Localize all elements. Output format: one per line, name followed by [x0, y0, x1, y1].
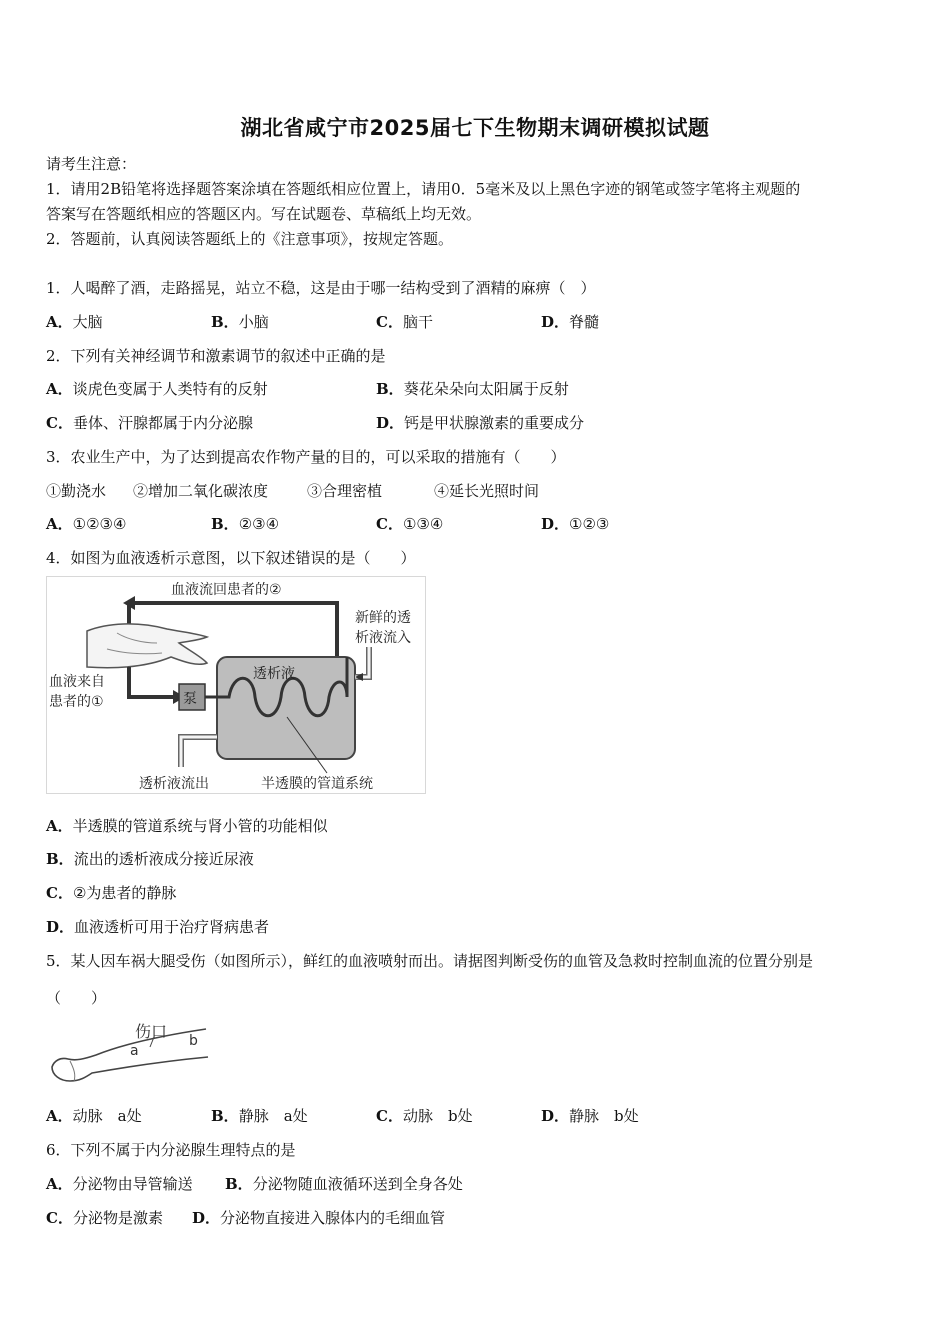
page-title: 湖北省咸宁市2025届七下生物期末调研模拟试题	[240, 116, 710, 140]
question-5-stem: 5．某人因车祸大腿受伤（如图所示），鲜红的血液喷射而出。请据图判断受伤的血管及急救时控制血流的位置分别是	[46, 952, 814, 970]
q1-option-c[interactable]	[376, 311, 433, 332]
q4-option-d[interactable]	[46, 916, 269, 937]
q3-measure: ③合理密植	[307, 482, 383, 500]
fresh-label: 新鲜的透	[355, 610, 411, 626]
leg-wound-diagram	[46, 1015, 216, 1090]
option-label: C．	[376, 1107, 403, 1125]
q1-option-d[interactable]	[541, 311, 599, 332]
point-b-label: b	[189, 1033, 198, 1049]
option-text: 小脑	[238, 313, 269, 331]
option-label: A．	[46, 515, 73, 533]
return-label: 血液流回患者的②	[171, 582, 282, 598]
q3-measure: ②增加二氧化碳浓度	[133, 482, 269, 500]
point-a-label: a	[130, 1043, 139, 1059]
option-label: A．	[46, 817, 73, 835]
notice-line: 2．答题前，认真阅读答题纸上的《注意事项》，按规定答题。	[46, 230, 454, 248]
q6-option-d[interactable]	[192, 1207, 445, 1228]
question-5-stem-cont: （ ）	[46, 989, 107, 1007]
option-label: B．	[225, 1175, 253, 1193]
option-label: B．	[211, 1107, 239, 1125]
q3-measure: ④延长光照时间	[434, 482, 540, 500]
q6-option-c[interactable]	[46, 1207, 163, 1228]
option-label: B．	[211, 313, 239, 331]
option-label: D．	[541, 1107, 570, 1125]
option-text: 血液透析可用于治疗肾病患者	[74, 918, 270, 936]
q5-option-c[interactable]	[376, 1105, 473, 1126]
option-label: C．	[46, 414, 73, 432]
option-text: 分泌物直接进入腺体内的毛细血管	[220, 1209, 446, 1227]
q2-option-b[interactable]	[376, 378, 569, 399]
q3-measure: ①勤浇水	[46, 482, 107, 500]
q2-option-a[interactable]	[46, 378, 268, 399]
from-patient-label: 患者的①	[49, 694, 104, 710]
option-label: A．	[46, 313, 73, 331]
option-label: C．	[376, 515, 403, 533]
option-text: 脊髓	[569, 313, 600, 331]
option-text: 钙是甲状腺激素的重要成分	[404, 414, 585, 432]
q5-option-a[interactable]	[46, 1105, 142, 1126]
q6-option-b[interactable]	[225, 1173, 463, 1194]
option-label: D．	[192, 1209, 221, 1227]
outflow-label: 透析液流出	[139, 776, 209, 792]
question-3-stem: 3．农业生产中，为了达到提高农作物产量的目的，可以采取的措施有（ ）	[46, 448, 566, 466]
option-label: D．	[46, 918, 75, 936]
option-label: C．	[46, 1209, 73, 1227]
q1-option-a[interactable]	[46, 311, 103, 332]
option-text: 葵花朵朵向太阳属于反射	[403, 380, 569, 398]
option-text: 静脉 a处	[238, 1107, 308, 1125]
option-label: A．	[46, 1107, 73, 1125]
question-2-stem: 2．下列有关神经调节和激素调节的叙述中正确的是	[46, 347, 386, 365]
option-text: 半透膜的管道系统与肾小管的功能相似	[72, 817, 328, 835]
q3-option-d[interactable]	[541, 513, 609, 534]
option-label: B．	[211, 515, 239, 533]
notice-line: 1．请用2B铅笔将选择题答案涂填在答题纸相应位置上，请用0．5毫米及以上黑色字迹的钢笔或签字笔将主观题的	[46, 180, 801, 198]
option-text: 分泌物是激素	[72, 1209, 163, 1227]
q4-option-b[interactable]	[46, 848, 254, 869]
option-label: C．	[46, 884, 73, 902]
q3-option-c[interactable]	[376, 513, 443, 534]
option-label: B．	[46, 850, 74, 868]
question-1-stem: 1．人喝醉了酒，走路摇晃，站立不稳，这是由于哪一结构受到了酒精的麻痹（ ）	[46, 279, 596, 297]
option-text: 分泌物由导管输送	[72, 1175, 193, 1193]
option-label: A．	[46, 1175, 73, 1193]
option-label: D．	[541, 313, 570, 331]
option-text: 分泌物随血液循环送到全身各处	[252, 1175, 463, 1193]
notice-line: 答案写在答题纸相应的答题区内。写在试题卷、草稿纸上均无效。	[46, 205, 482, 223]
option-text: ①②③	[569, 515, 610, 533]
option-label: A．	[46, 380, 73, 398]
option-text: ②③④	[238, 515, 280, 533]
q5-option-b[interactable]	[211, 1105, 308, 1126]
question-6-stem: 6．下列不属于内分泌腺生理特点的是	[46, 1141, 296, 1159]
option-text: 动脉 a处	[72, 1107, 142, 1125]
q5-option-d[interactable]	[541, 1105, 639, 1126]
q4-option-c[interactable]	[46, 882, 176, 903]
option-text: ①③④	[402, 515, 444, 533]
q2-option-c[interactable]	[46, 412, 253, 433]
option-text: ②为患者的静脉	[72, 884, 177, 902]
option-text: 脑干	[402, 313, 433, 331]
option-text: 大脑	[72, 313, 103, 331]
fresh-label: 析液流入	[355, 630, 411, 646]
from-patient-label: 血液来自	[49, 674, 105, 690]
q3-option-b[interactable]	[211, 513, 279, 534]
pump-label: 泵	[183, 691, 197, 707]
option-label: D．	[376, 414, 405, 432]
membrane-label: 半透膜的管道系统	[261, 776, 373, 792]
option-text: 谈虎色变属于人类特有的反射	[72, 380, 268, 398]
notice-heading: 请考生注意：	[46, 155, 137, 173]
option-label: C．	[376, 313, 403, 331]
question-4-stem: 4．如图为血液透析示意图，以下叙述错误的是（ ）	[46, 549, 416, 567]
option-text: 流出的透析液成分接近尿液	[73, 850, 254, 868]
q6-option-a[interactable]	[46, 1173, 193, 1194]
option-text: 动脉 b处	[402, 1107, 473, 1125]
option-text: ①②③④	[72, 515, 127, 533]
option-text: 静脉 b处	[569, 1107, 639, 1125]
q4-option-a[interactable]	[46, 815, 328, 836]
option-label: D．	[541, 515, 570, 533]
dialysate-label: 透析液	[253, 666, 295, 682]
q3-option-a[interactable]	[46, 513, 126, 534]
option-label: B．	[376, 380, 404, 398]
q2-option-d[interactable]	[376, 412, 584, 433]
dialysis-diagram	[46, 576, 426, 794]
wound-label: 伤口	[135, 1022, 168, 1041]
q1-option-b[interactable]	[211, 311, 269, 332]
option-text: 垂体、汗腺都属于内分泌腺	[72, 414, 253, 432]
